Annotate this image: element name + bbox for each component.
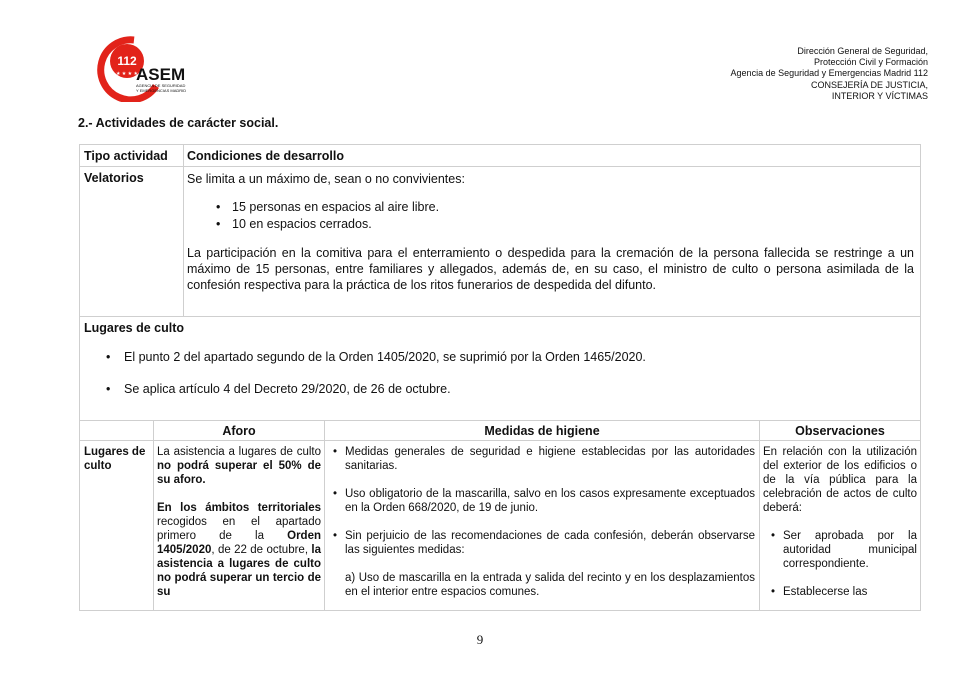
medidas-bullets <box>345 445 755 557</box>
aforo-cell <box>154 441 324 610</box>
observaciones-cell <box>760 441 920 610</box>
svg-text:★ ★ ★ ★: ★ ★ ★ ★ <box>115 71 139 77</box>
observaciones-bullets <box>783 529 917 599</box>
list-item: • Medidas generales de seguridad e higiene establecidas por las autoridades sanitarias. <box>345 445 755 473</box>
svg-text:Y EMERGENCIAS MADRID: Y EMERGENCIAS MADRID <box>136 88 187 93</box>
org-line: Agencia de Seguridad y Emergencias Madrid 112 <box>730 68 928 79</box>
list-item: • 15 personas en espacios al aire libre. <box>232 199 914 216</box>
org-line: INTERIOR Y VÍCTIMAS <box>831 90 928 101</box>
aforo-p2: En los ámbitos territoriales recogidos en el apartado primero de la Orden 1405/2020, de 22 de octubre, la asistencia a lugares de culto no podrá superar un tercio de su <box>157 502 321 598</box>
table-header-row <box>80 145 920 167</box>
header-observaciones: Observaciones <box>760 421 920 441</box>
organization-block <box>628 46 928 102</box>
subtable-row-label: Lugares de culto <box>84 446 146 472</box>
table-row-velatorios <box>80 167 920 317</box>
svg-text:ASEM: ASEM <box>136 65 186 84</box>
list-item: • Sin perjuicio de las recomendaciones de cada confesión, deberán observarse las siguientes medidas: <box>345 529 755 557</box>
list-item: • Uso obligatorio de la mascarilla, salvo en los casos expresamente exceptuados en la Orden 668/2020, de 19 de junio. <box>345 487 755 515</box>
svg-text:AGENCIA DE SEGURIDAD: AGENCIA DE SEGURIDAD <box>136 83 186 88</box>
velatorios-paragraph: La participación en la comitiva para el enterramiento o despedida para la cremación de la persona fallecida se restringe a un máximo de 15 personas, entre familiares y allegados, además de, en su caso, el ministro de culto o persona asimilada de la confesión respectiva para la práctica de los ritos funerarios de despedida del difunto. <box>187 246 914 292</box>
svg-text:112: 112 <box>117 54 137 68</box>
velatorios-intro: Se limita a un máximo de, sean o no convivientes: <box>187 172 465 186</box>
section-title: 2.- Actividades de carácter social. <box>78 116 279 130</box>
org-line: Protección Civil y Formación <box>813 57 928 68</box>
asem-logo <box>94 34 224 102</box>
observaciones-intro: En relación con la utilización del exterior de los edificios o de la vía pública para la celebración de actos de culto deberá: <box>763 446 917 514</box>
medidas-item-a: a) Uso de mascarilla en la entrada y salida del recinto y en los desplazamientos en el interior entre espacios comunes. <box>345 572 755 598</box>
velatorios-bullets <box>232 199 914 233</box>
activities-table <box>79 144 921 611</box>
table-row-lugares-de-culto <box>80 317 920 421</box>
list-item: • Establecerse las <box>783 585 917 599</box>
header-aforo: Aforo <box>154 421 324 441</box>
lugares-bullets <box>84 349 916 397</box>
list-item: • El punto 2 del apartado segundo de la Orden 1405/2020, se suprimió por la Orden 1465/2020. <box>124 349 916 365</box>
list-item: • Se aplica artículo 4 del Decreto 29/2020, de 26 de octubre. <box>124 381 916 397</box>
page-number: 9 <box>476 632 484 647</box>
list-item: • 10 en espacios cerrados. <box>232 216 914 233</box>
velatorios-label: Velatorios <box>80 167 184 316</box>
velatorios-conditions <box>184 167 920 297</box>
lugares-subtable <box>80 421 920 611</box>
org-line: Dirección General de Seguridad, <box>797 46 928 56</box>
header-conditions: Condiciones de desarrollo <box>187 149 344 163</box>
list-item: • Ser aprobada por la autoridad municipal correspondiente. <box>783 529 917 571</box>
aforo-p1: La asistencia a lugares de culto no podrá superar el 50% de su aforo. <box>157 446 321 486</box>
asem-logo-mark <box>94 34 224 102</box>
org-line: CONSEJERÍA DE JUSTICIA, <box>810 79 928 90</box>
header-medidas: Medidas de higiene <box>325 421 759 441</box>
medidas-cell <box>325 441 759 610</box>
header-activity: Tipo actividad <box>80 145 184 166</box>
lugares-title: Lugares de culto <box>84 321 185 335</box>
